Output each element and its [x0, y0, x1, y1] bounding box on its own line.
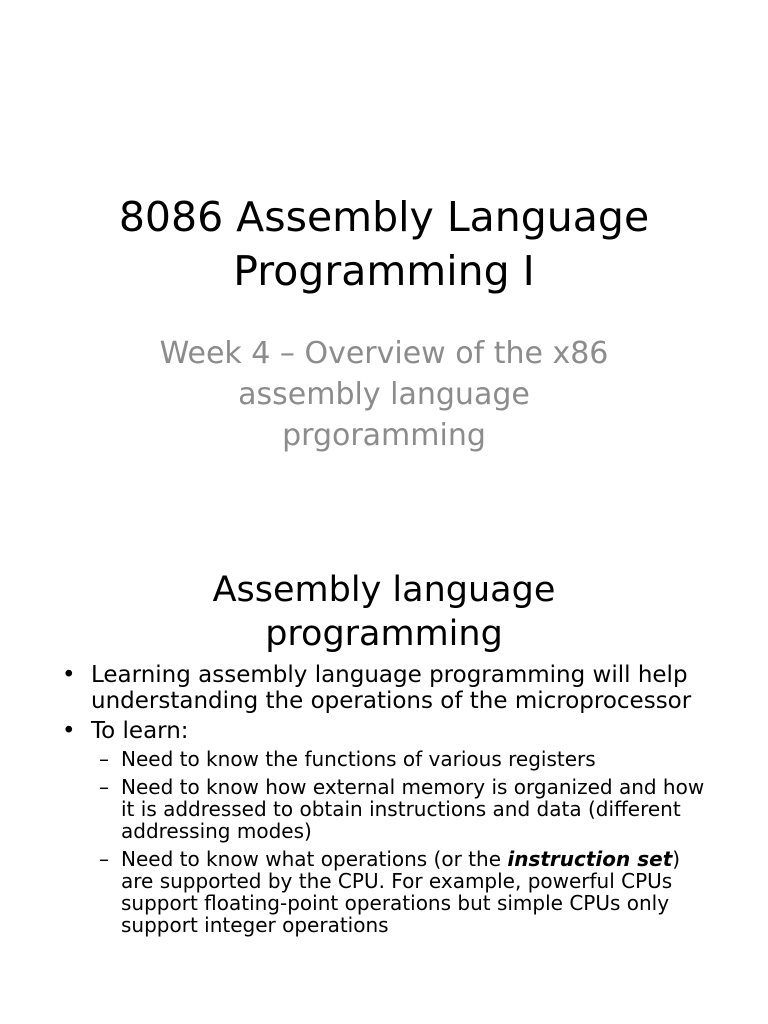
- dash-icon: –: [99, 847, 109, 871]
- sub-bullet-text: [91, 848, 708, 936]
- bullet-list: [0, 662, 768, 942]
- content-slide-title-line-1: Assembly language: [212, 570, 556, 610]
- slide-subtitle-line-1: Week 4 – Overview of the x86: [159, 336, 609, 371]
- slide-subtitle-line-2: assembly language: [238, 377, 530, 412]
- bullet-text: To learn:: [91, 718, 189, 744]
- bullet-text: Learning assembly language programming will help understanding the operations of the microprocessor: [91, 662, 692, 714]
- bullet-item: [0, 718, 768, 936]
- sub-bullet-text-after: ) are supported by the CPU. For example, powerful CPUs support floating-point operations but simple CPUs only support integer operations: [121, 847, 681, 937]
- instruction-set-emphasis: instruction set: [507, 847, 673, 871]
- bullet-icon: •: [62, 718, 76, 744]
- sub-bullet-item: [61, 848, 708, 936]
- content-slide: [0, 510, 768, 1024]
- sub-bullet-item: [61, 748, 708, 770]
- slide-title-line-2: Programming I: [233, 247, 535, 295]
- sub-bullet-list: [91, 748, 708, 936]
- dash-icon: –: [99, 775, 109, 799]
- title-slide: [0, 0, 768, 510]
- sub-bullet-text: Need to know the functions of various registers: [121, 747, 596, 771]
- dash-icon: –: [99, 747, 109, 771]
- sub-bullet-text: Need to know how external memory is organized and how it is addressed to obtain instructions and data (different addressing modes): [121, 775, 705, 843]
- slide-title: [0, 190, 768, 298]
- slide-subtitle: [0, 333, 768, 456]
- content-slide-title-line-2: programming: [265, 614, 503, 654]
- sub-bullet-item: [61, 776, 708, 842]
- slide-subtitle-line-3: prgoramming: [282, 418, 486, 453]
- slide-title-line-1: 8086 Assembly Language: [118, 193, 650, 241]
- sub-bullet-text-before: Need to know what operations (or the: [121, 847, 508, 871]
- content-slide-title: [0, 568, 768, 656]
- bullet-icon: •: [62, 662, 76, 688]
- bullet-item: [0, 662, 768, 714]
